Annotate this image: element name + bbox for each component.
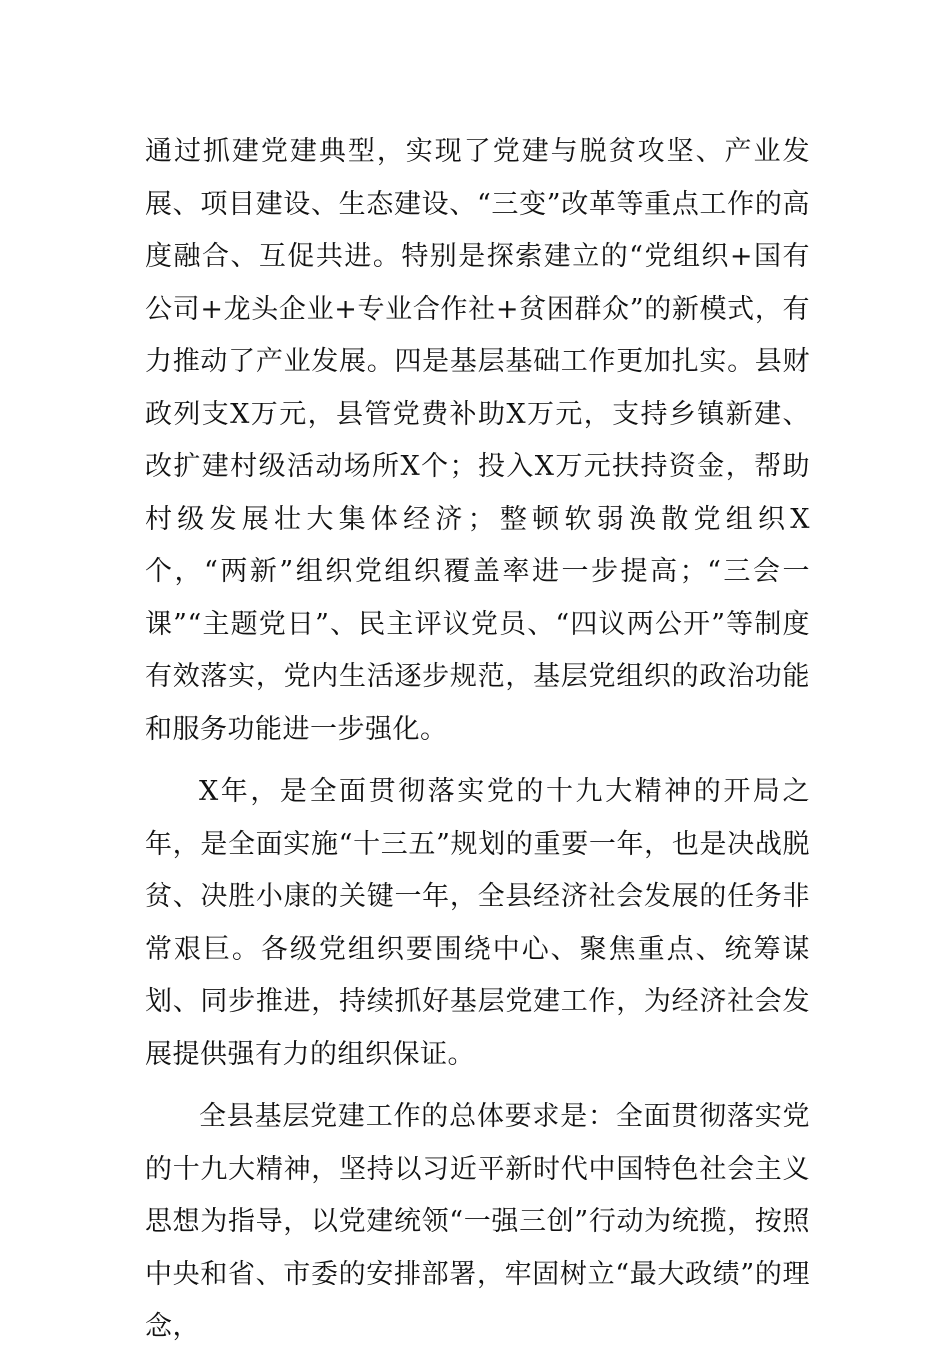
- paragraph-year-context: X年，是全面贯彻落实党的十九大精神的开局之年，是全面实施“十三五”规划的重要一年，也是决战脱贫、决胜小康的关键一年，全县经济社会发展的任务非常艰巨。各级党组织要围绕中心、聚焦重点、统筹谋划、同步推进，持续抓好基层党建工作，为经济社会发展提供强有力的组织保证。: [145, 776, 810, 1070]
- paragraph-gap: [145, 756, 810, 766]
- document-body: [145, 126, 810, 1354]
- paragraph-overall-requirements: 全县基层党建工作的总体要求是：全面贯彻落实党的十九大精神，坚持以习近平新时代中国特色社会主义思想为指导，以党建统领“一强三创”行动为统揽，按照中央和省、市委的安排部署，牢固树立“最大政绩”的理念，: [145, 1101, 810, 1342]
- paragraph-gap: [145, 1081, 810, 1091]
- paragraph-continued: 通过抓建党建典型，实现了党建与脱贫攻坚、产业发展、项目建设、生态建设、“三变”改革等重点工作的高度融合、互促共进。特别是探索建立的“党组织+国有公司+龙头企业+专业合作社+贫困群众”的新模式，有力推动了产业发展。四是基层基础工作更加扎实。县财政列支X万元，县管党费补助X万元，支持乡镇新建、改扩建村级活动场所X个；投入X万元扶持资金，帮助村级发展壮大集体经济；整顿软弱涣散党组织X个，“两新”组织党组织覆盖率进一步提高；“三会一课”“主题党日”、民主评议党员、“四议两公开”等制度有效落实，党内生活逐步规范，基层党组织的政治功能和服务功能进一步强化。: [145, 136, 810, 745]
